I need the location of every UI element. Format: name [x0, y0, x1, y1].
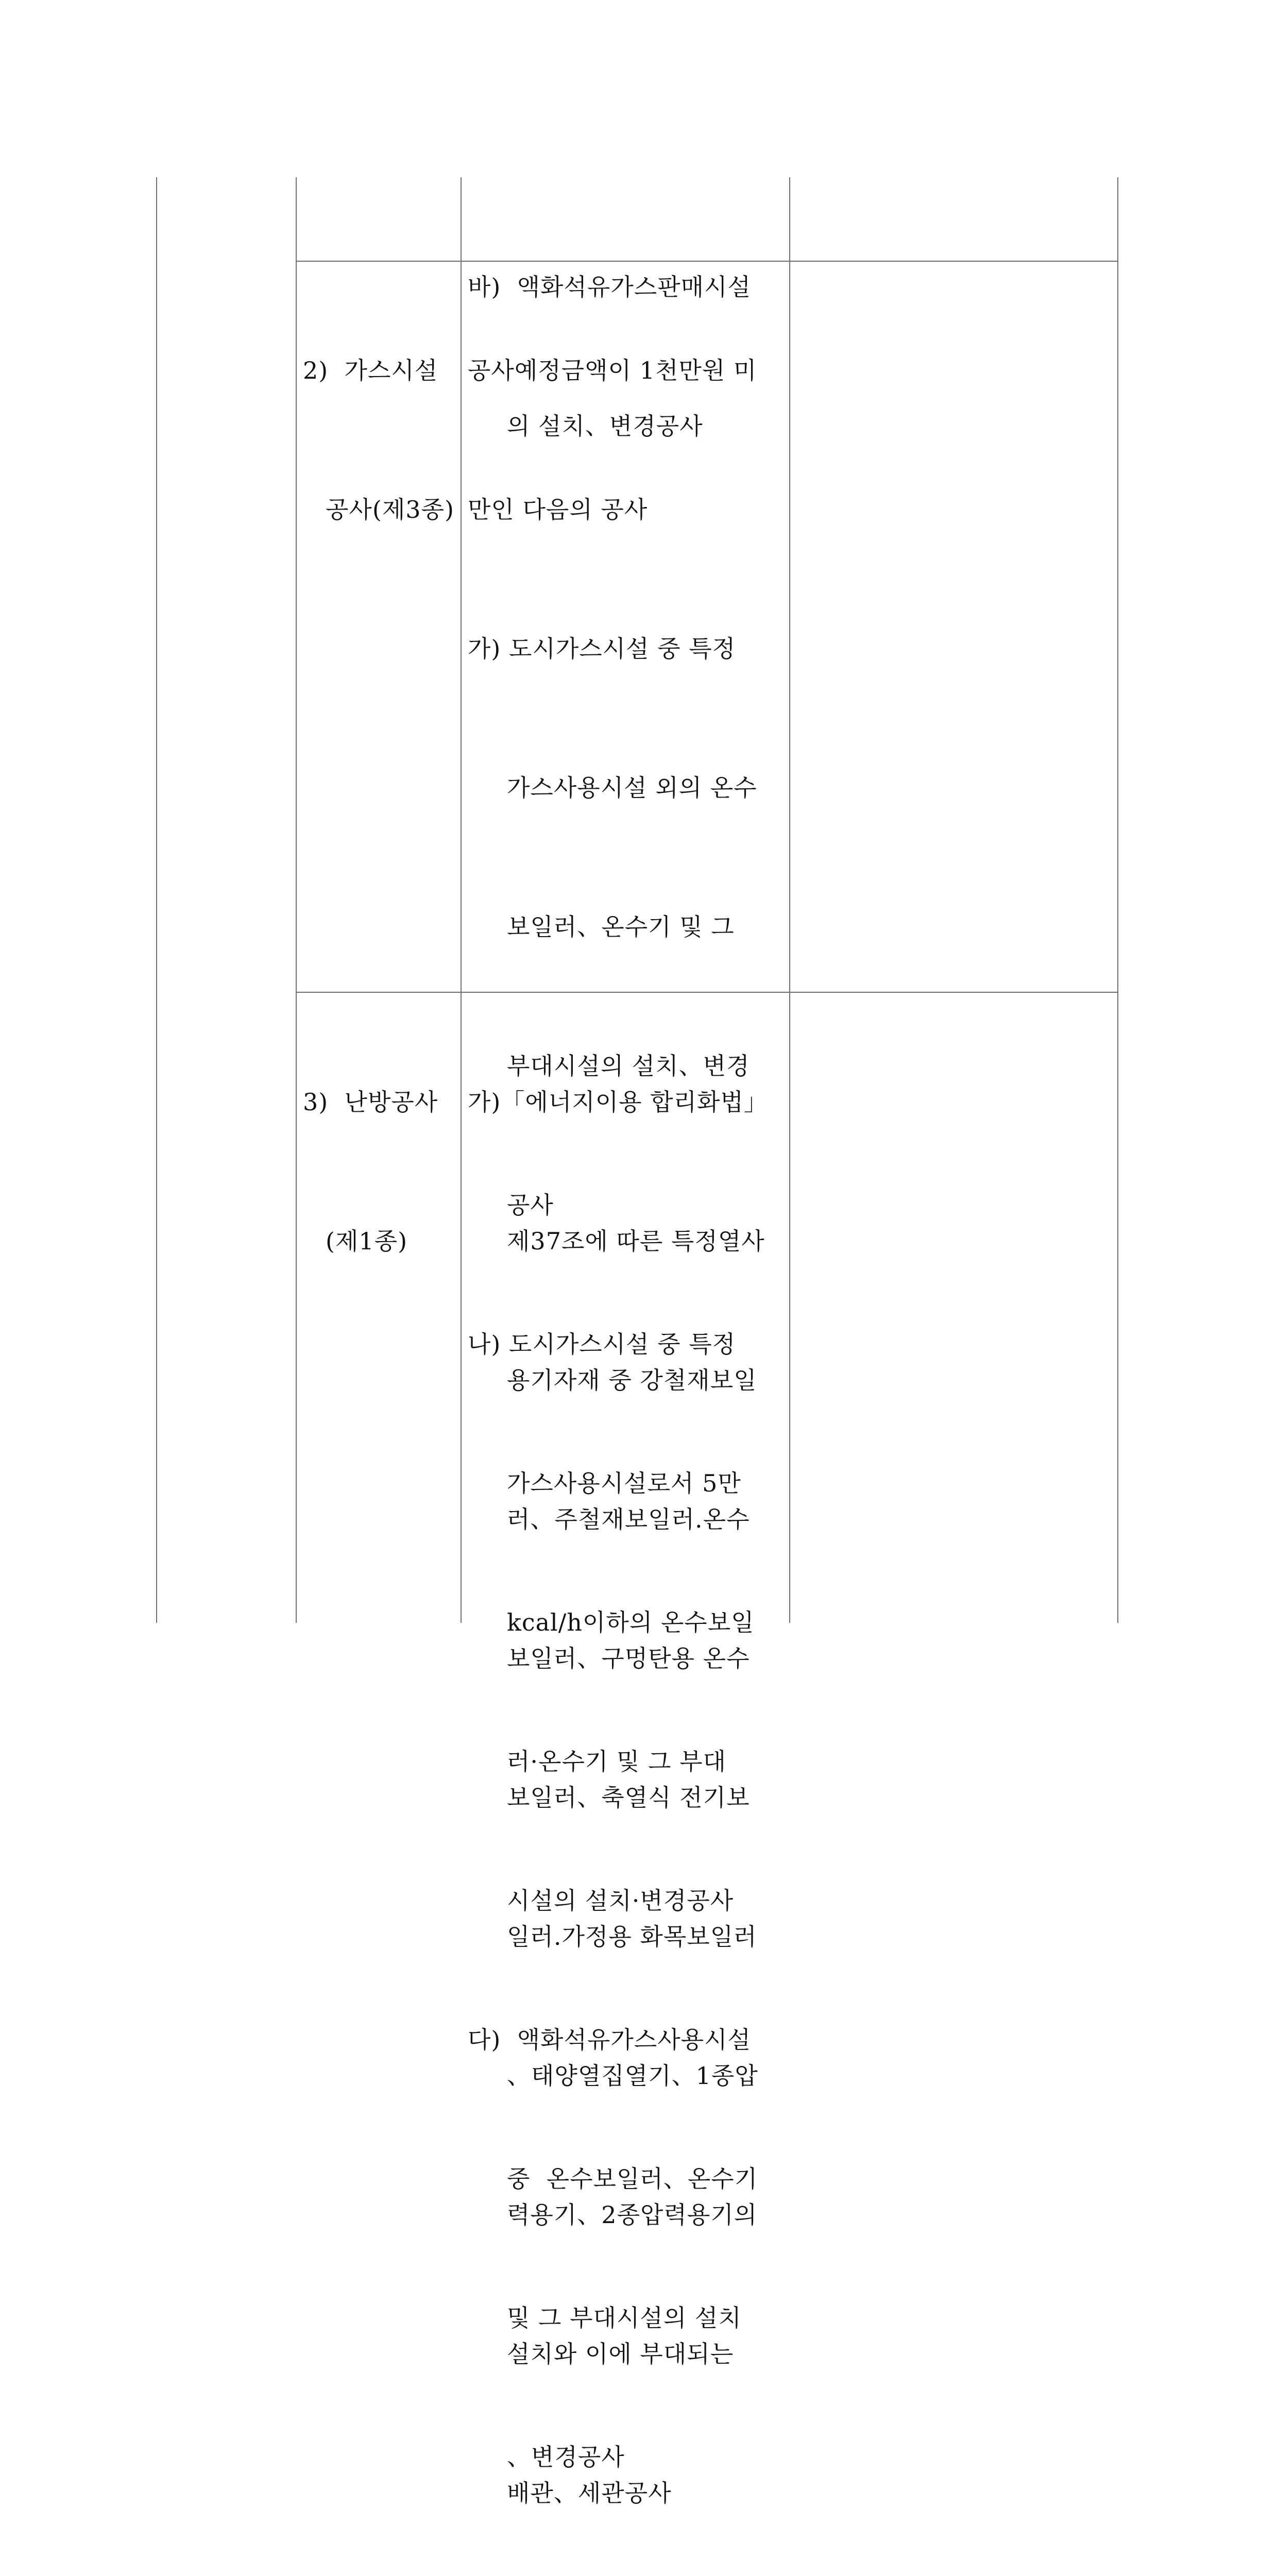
column-divider-2 [461, 177, 462, 1623]
row-3-detail-line-6: 보일러、축열식 전기보 [507, 1784, 750, 1811]
row-3-detail-line-7: 일러.가정용 화목보일러 [507, 1923, 757, 1951]
row-3-detail-line-4: 러、주철재보일러.온수 [507, 1505, 750, 1533]
row-2-category [303, 255, 456, 625]
row-2-detail-line-15: 및 그 부대시설의 설치 [507, 2304, 742, 2332]
row-2-detail-line-16: 、변경공사 [507, 2443, 625, 2471]
column-divider-1 [296, 177, 297, 1623]
row-2-detail-line-8: 나) 도시가스시설 중 특정 [468, 1330, 736, 1358]
row-3-detail-line-9: 력용기、2종압력용기의 [507, 2201, 758, 2229]
row-2-detail-line-10: kcal/h이하의 온수보일 [507, 1608, 755, 1636]
row-2-detail-line-2: 만인 다음의 공사 [468, 496, 648, 523]
row-2-detail-line-4: 가스사용시설 외의 온수 [507, 774, 757, 802]
row-3-category-line-2: (제1종) [326, 1227, 408, 1255]
row-3-detail-line-11: 배관、세관공사 [507, 2479, 672, 2507]
row-3-category [303, 986, 456, 1357]
row-2-detail-line-13: 다) 액화석유가스사용시설 [468, 2026, 751, 2054]
row-3-detail-line-8: 、태양열집열기、1종압 [507, 2062, 758, 2090]
row-2-category-line-1: 2) 가스시설 [303, 357, 438, 384]
table-border-left [156, 177, 157, 1623]
table-border-right [1117, 177, 1118, 1623]
row-2-detail-line-14: 중 온수보일러、온수기 [507, 2165, 758, 2193]
row-3-detail-line-1: 가)「에너지이용 합리화법」 [468, 1088, 768, 1116]
row-3-detail-line-3: 용기자재 중 강철재보일 [507, 1366, 757, 1394]
row-2-detail-line-12: 시설의 설치·변경공사 [507, 1887, 734, 1914]
row-3-detail-line-2: 제37조에 따른 특정열사 [507, 1227, 765, 1255]
row-2-detail-line-3: 가) 도시가스시설 중 특정 [468, 635, 736, 663]
row-3-details [468, 986, 792, 2576]
row-2-detail-line-5: 보일러、온수기 및 그 [507, 913, 735, 941]
row-2-category-line-2: 공사(제3종) [326, 496, 454, 523]
row-2-detail-line-6: 부대시설의 설치、변경 [507, 1052, 750, 1080]
row-3-detail-line-5: 보일러、구멍탄용 온수 [507, 1645, 750, 1672]
row-2-detail-line-1: 공사예정금액이 1천만원 미 [468, 357, 757, 384]
row-2-detail-line-7: 공사 [507, 1191, 554, 1219]
row-3-detail-line-10: 설치와 이에 부대되는 [507, 2340, 734, 2368]
row-2-detail-line-9: 가스사용시설로서 5만 [507, 1469, 741, 1497]
row-1-detail-line-1: 바) 액화석유가스판매시설 [468, 273, 751, 301]
row-1-detail-line-2: 의 설치、변경공사 [507, 412, 703, 440]
row-2-detail-line-11: 러·온수기 및 그 부대 [507, 1748, 726, 1775]
row-3-category-line-1: 3) 난방공사 [303, 1088, 438, 1116]
